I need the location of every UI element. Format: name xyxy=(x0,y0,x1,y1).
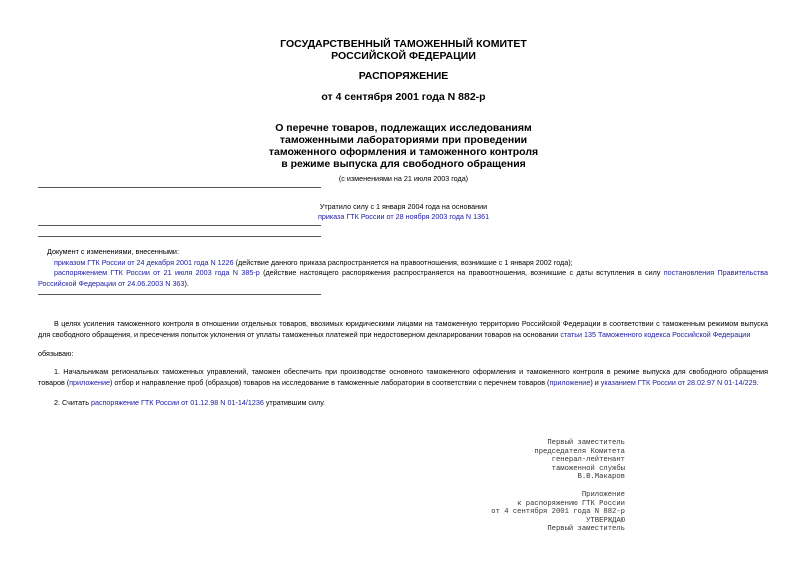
repealed-order-link[interactable]: распоряжение ГТК России от 01.12.98 N 01-14/1236 xyxy=(90,398,264,407)
status-line: Утратило силу с 1 января 2004 года на основании xyxy=(319,202,488,211)
divider xyxy=(38,294,321,295)
divider xyxy=(38,187,321,188)
appendix-link[interactable]: приложение xyxy=(69,377,111,387)
appendix-header: Приложение к распоряжению ГТК России от 4 сентября 2001 года N 882-р УТВЕРЖДАЮ Первый заместитель xyxy=(491,491,625,534)
doc-date-number: от 4 сентября 2001 года N 882-р xyxy=(321,91,486,103)
amendment-link-1[interactable]: приказом ГТК России от 24 декабря 2001 года N 1226 xyxy=(54,258,234,267)
amendments-note: (с изменениями на 21 июля 2003 года) xyxy=(338,174,469,183)
amendment-item-1: приказом ГТК России от 24 декабря 2001 года N 1226 (действие данного приказа распространяется на правоотношения, возникшие с 1 января 2002 года); xyxy=(54,258,573,267)
org-name-line1: ГОСУДАРСТВЕННЫЙ ТАМОЖЕННЫЙ КОМИТЕТ xyxy=(280,38,527,50)
amendment-link-3[interactable]: постановления Правительства Российской Федерации от 24.06.2003 N 363 xyxy=(38,268,769,288)
amendment-link-2[interactable]: распоряжением ГТК России от 21 июля 2003 года N 385-р xyxy=(54,268,260,277)
divider xyxy=(38,236,321,237)
divider xyxy=(38,225,321,226)
doc-title-line: в режиме выпуска для свободного обращения xyxy=(281,158,526,170)
doc-type: РАСПОРЯЖЕНИЕ xyxy=(358,70,449,82)
tk-article-link[interactable]: статьи 135 Таможенного кодекса Российской Федерации xyxy=(560,329,751,339)
directive-link[interactable]: указанием ГТК России от 28.02.97 N 01-14/229 xyxy=(600,377,757,387)
doc-title-line: таможенными лабораториями при проведении xyxy=(279,134,528,146)
doc-title-line: О перечне товаров, подлежащих исследованиям xyxy=(275,122,532,134)
paragraph-obligation: обязываю: xyxy=(38,349,74,358)
org-name-line2: РОССИЙСКОЙ ФЕДЕРАЦИИ xyxy=(331,50,476,62)
doc-title-line: таможенного оформления и таможенного контроля xyxy=(268,146,539,158)
amendment-item-2: распоряжением ГТК России от 21 июля 2003 года N 385-р (действие настоящего распоряжения распространяется на правоотношения, возникшие с даты вступления в силу постановления Правительства Российской Федерации от 24.06.2003 N 363). xyxy=(38,268,769,288)
amendments-label: Документ с изменениями, внесенными: xyxy=(47,247,179,256)
appendix-link[interactable]: приложение xyxy=(549,377,591,387)
paragraph-preamble: В целях усиления таможенного контроля в отношении отдельных товаров, ввозимых юридическими лицами на таможенную территорию Российской Федерации в соответствии с таможенным режимом выпуска для свободного обращения, и пресечения попыток уклонения от уплаты таможенных платежей при недостоверном декларировании товаров на основании статьи 135 Таможенного кодекса Российской Федерации xyxy=(38,319,768,339)
signature-block: Первый заместитель председателя Комитета генерал-лейтенант таможенной службы В.В.Макаров xyxy=(534,439,625,482)
paragraph-item-2: 2. Считать распоряжение ГТК России от 01.12.98 N 01-14/1236 утратившим силу. xyxy=(54,398,326,407)
paragraph-item-1: 1. Начальникам региональных таможенных управлений, таможен обеспечить при производстве основного таможенного оформления и таможенного контроля в режиме выпуска для свободного обращения товаров (приложение) отбор и направление проб (образцов) товаров на исследование в таможенные лаборатории в соответствии с перечнем товаров (приложение) и указанием ГТК России от 28.02.97 N 01-14/229. xyxy=(38,367,768,387)
status-link[interactable]: приказа ГТК России от 28 ноября 2003 года N 1361 xyxy=(317,212,490,221)
